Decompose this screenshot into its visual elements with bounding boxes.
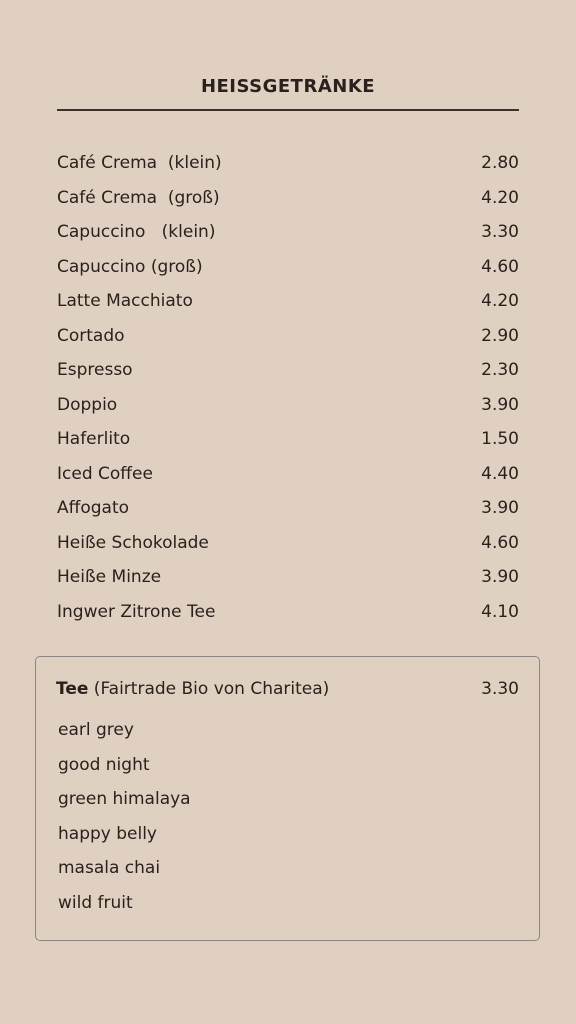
menu-item-name: Ingwer Zitrone Tee	[57, 601, 216, 622]
menu-item-name: Capuccino (groß)	[57, 256, 203, 277]
tea-section	[35, 656, 540, 941]
menu-item-price: 3.30	[481, 222, 519, 243]
tea-flavor: green himalaya	[58, 789, 191, 810]
tea-subtitle: (Fairtrade Bio von Charitea)	[88, 679, 330, 699]
menu-item	[57, 146, 519, 181]
tea-header	[56, 679, 519, 699]
menu-item-price: 4.10	[481, 601, 519, 622]
menu-item	[57, 388, 519, 423]
menu-item-price: 4.40	[481, 463, 519, 484]
menu-item-name: Café Crema (klein)	[57, 153, 222, 174]
menu-item	[57, 284, 519, 319]
menu-header	[57, 76, 519, 97]
menu-item-price: 2.90	[481, 325, 519, 346]
menu-item-name: Latte Macchiato	[57, 291, 193, 312]
menu-item	[57, 526, 519, 561]
tea-flavor-list	[58, 713, 518, 920]
menu-item-price: 4.60	[481, 256, 519, 277]
drink-list	[57, 146, 519, 629]
menu-item-name: Doppio	[57, 394, 118, 415]
menu-item-price: 3.90	[481, 567, 519, 588]
menu-item-price: 4.20	[481, 291, 519, 312]
menu-item-price: 1.50	[481, 429, 519, 450]
menu-item-price: 2.80	[481, 153, 519, 174]
menu-item	[57, 250, 519, 285]
menu-item-name: Café Crema (groß)	[57, 187, 220, 208]
section-title: HEISSGETRÄNKE	[200, 76, 376, 97]
header-divider	[57, 109, 519, 111]
menu-item	[57, 215, 519, 250]
menu-item-name: Heiße Schokolade	[57, 532, 209, 553]
tea-flavor: wild fruit	[58, 892, 133, 913]
menu-item-name: Iced Coffee	[57, 463, 153, 484]
menu-item-price: 3.90	[481, 394, 519, 415]
tea-flavor: happy belly	[58, 823, 157, 844]
tea-title: Tee	[56, 679, 89, 699]
tea-flavor: good night	[58, 754, 150, 775]
menu-item-price: 2.30	[481, 360, 519, 381]
menu-item	[57, 181, 519, 216]
menu-item-name: Capuccino (klein)	[57, 222, 216, 243]
menu-item	[57, 560, 519, 595]
menu-item	[57, 319, 519, 354]
menu-item	[57, 353, 519, 388]
menu-item-price: 4.60	[481, 532, 519, 553]
menu-item	[57, 595, 519, 630]
menu-item-price: 3.90	[481, 498, 519, 519]
menu-item	[57, 457, 519, 492]
menu-item-name: Cortado	[57, 325, 125, 346]
tea-heading	[56, 679, 329, 699]
menu-item	[57, 422, 519, 457]
tea-flavor: earl grey	[58, 720, 134, 741]
tea-flavor: masala chai	[58, 858, 161, 879]
menu-item-name: Haferlito	[57, 429, 131, 450]
menu-item-price: 4.20	[481, 187, 519, 208]
menu-item	[57, 491, 519, 526]
menu-item-name: Affogato	[57, 498, 130, 519]
menu-item-name: Espresso	[57, 360, 133, 381]
tea-price: 3.30	[481, 679, 519, 699]
menu-item-name: Heiße Minze	[57, 567, 162, 588]
